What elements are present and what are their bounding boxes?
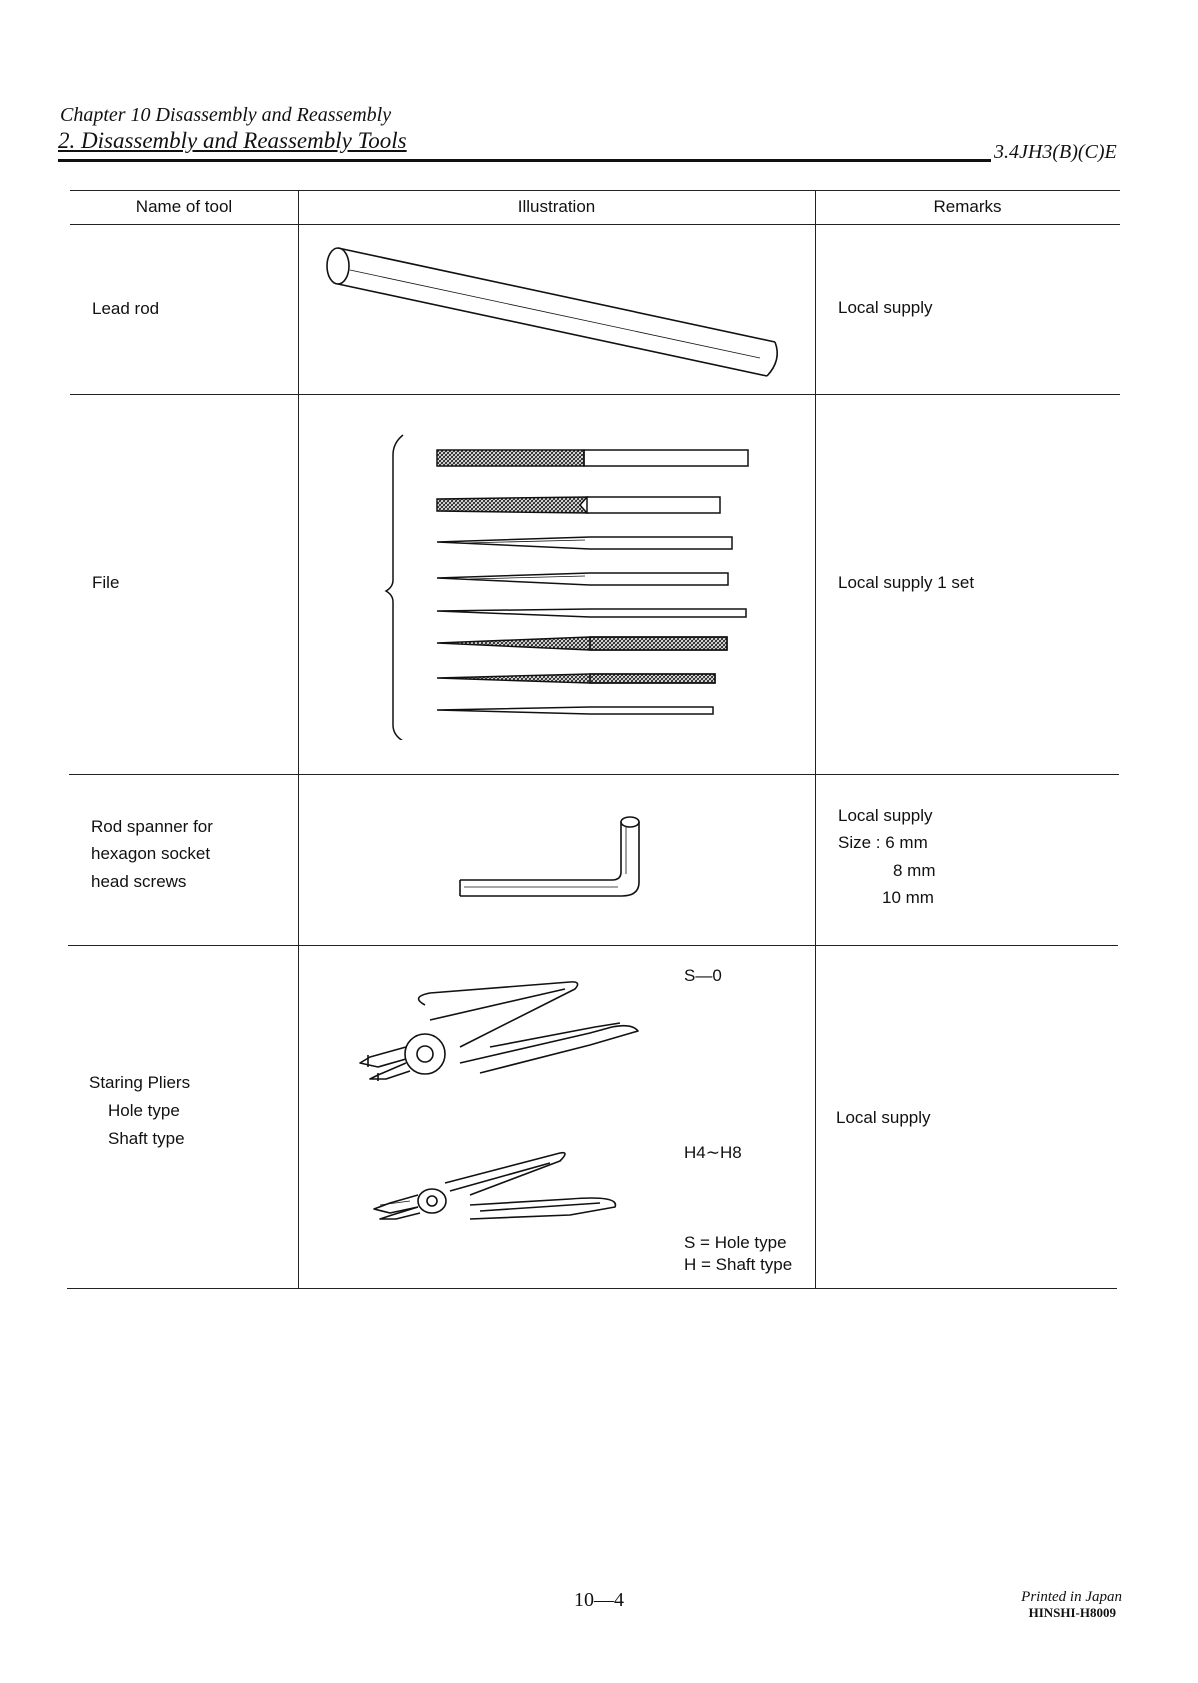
- tool-name-line: Staring Pliers: [89, 1073, 191, 1092]
- tool-name: File: [92, 573, 120, 592]
- column-header-remarks: Remarks: [933, 197, 1002, 216]
- tool-remark: Local supply: [836, 1108, 931, 1127]
- tool-remark-line: Size : 6 mm: [838, 833, 928, 852]
- row-divider: [69, 774, 1119, 775]
- section-title: 2. Disassembly and Reassembly Tools: [58, 128, 407, 153]
- tool-remark-line: Local supply: [838, 806, 933, 825]
- tool-remark: Local supply 1 set: [838, 573, 975, 592]
- lead-rod-drawing: [320, 240, 790, 380]
- shaft-type-pliers-drawing: [370, 1145, 630, 1235]
- column-header-name: Name of tool: [135, 197, 233, 216]
- tool-remark: Local supply: [838, 298, 933, 317]
- table-header-rule: [70, 224, 1120, 225]
- row-divider: [68, 945, 1118, 946]
- illustration-label: H4∼H8: [684, 1143, 742, 1162]
- tool-name: Lead rod: [92, 299, 160, 318]
- tool-name-line: head screws: [91, 872, 187, 891]
- illustration-label: S—0: [684, 966, 722, 985]
- header-rule: [58, 159, 991, 162]
- tool-remark-line: 8 mm: [893, 861, 936, 880]
- tool-name-line: Rod spanner for: [91, 817, 213, 836]
- column-divider: [298, 190, 299, 1288]
- printed-note: Printed in Japan: [1021, 1589, 1122, 1605]
- model-code: 3.4JH3(B)(C)E: [994, 141, 1117, 163]
- document-code: HINSHI-H8009: [1028, 1605, 1116, 1620]
- table-bottom-rule: [67, 1288, 1117, 1289]
- table-top-rule: [70, 190, 1120, 191]
- hex-key-drawing: [450, 810, 650, 905]
- illustration-label: S = Hole type: [684, 1233, 787, 1252]
- file-set-drawing: [380, 425, 750, 740]
- chapter-heading: Chapter 10 Disassembly and Reassembly: [60, 104, 392, 126]
- column-divider: [815, 190, 816, 1288]
- hole-type-pliers-drawing: [350, 975, 650, 1090]
- tool-name-line: Shaft type: [108, 1129, 185, 1148]
- tool-name-line: Hole type: [108, 1101, 180, 1120]
- illustration-label: H = Shaft type: [684, 1255, 793, 1274]
- tool-remark-line: 10 mm: [882, 888, 934, 907]
- column-header-illustration: Illustration: [517, 197, 596, 216]
- row-divider: [70, 394, 1120, 395]
- page-number: 10—4: [574, 1589, 624, 1611]
- tool-name-line: hexagon socket: [91, 844, 211, 863]
